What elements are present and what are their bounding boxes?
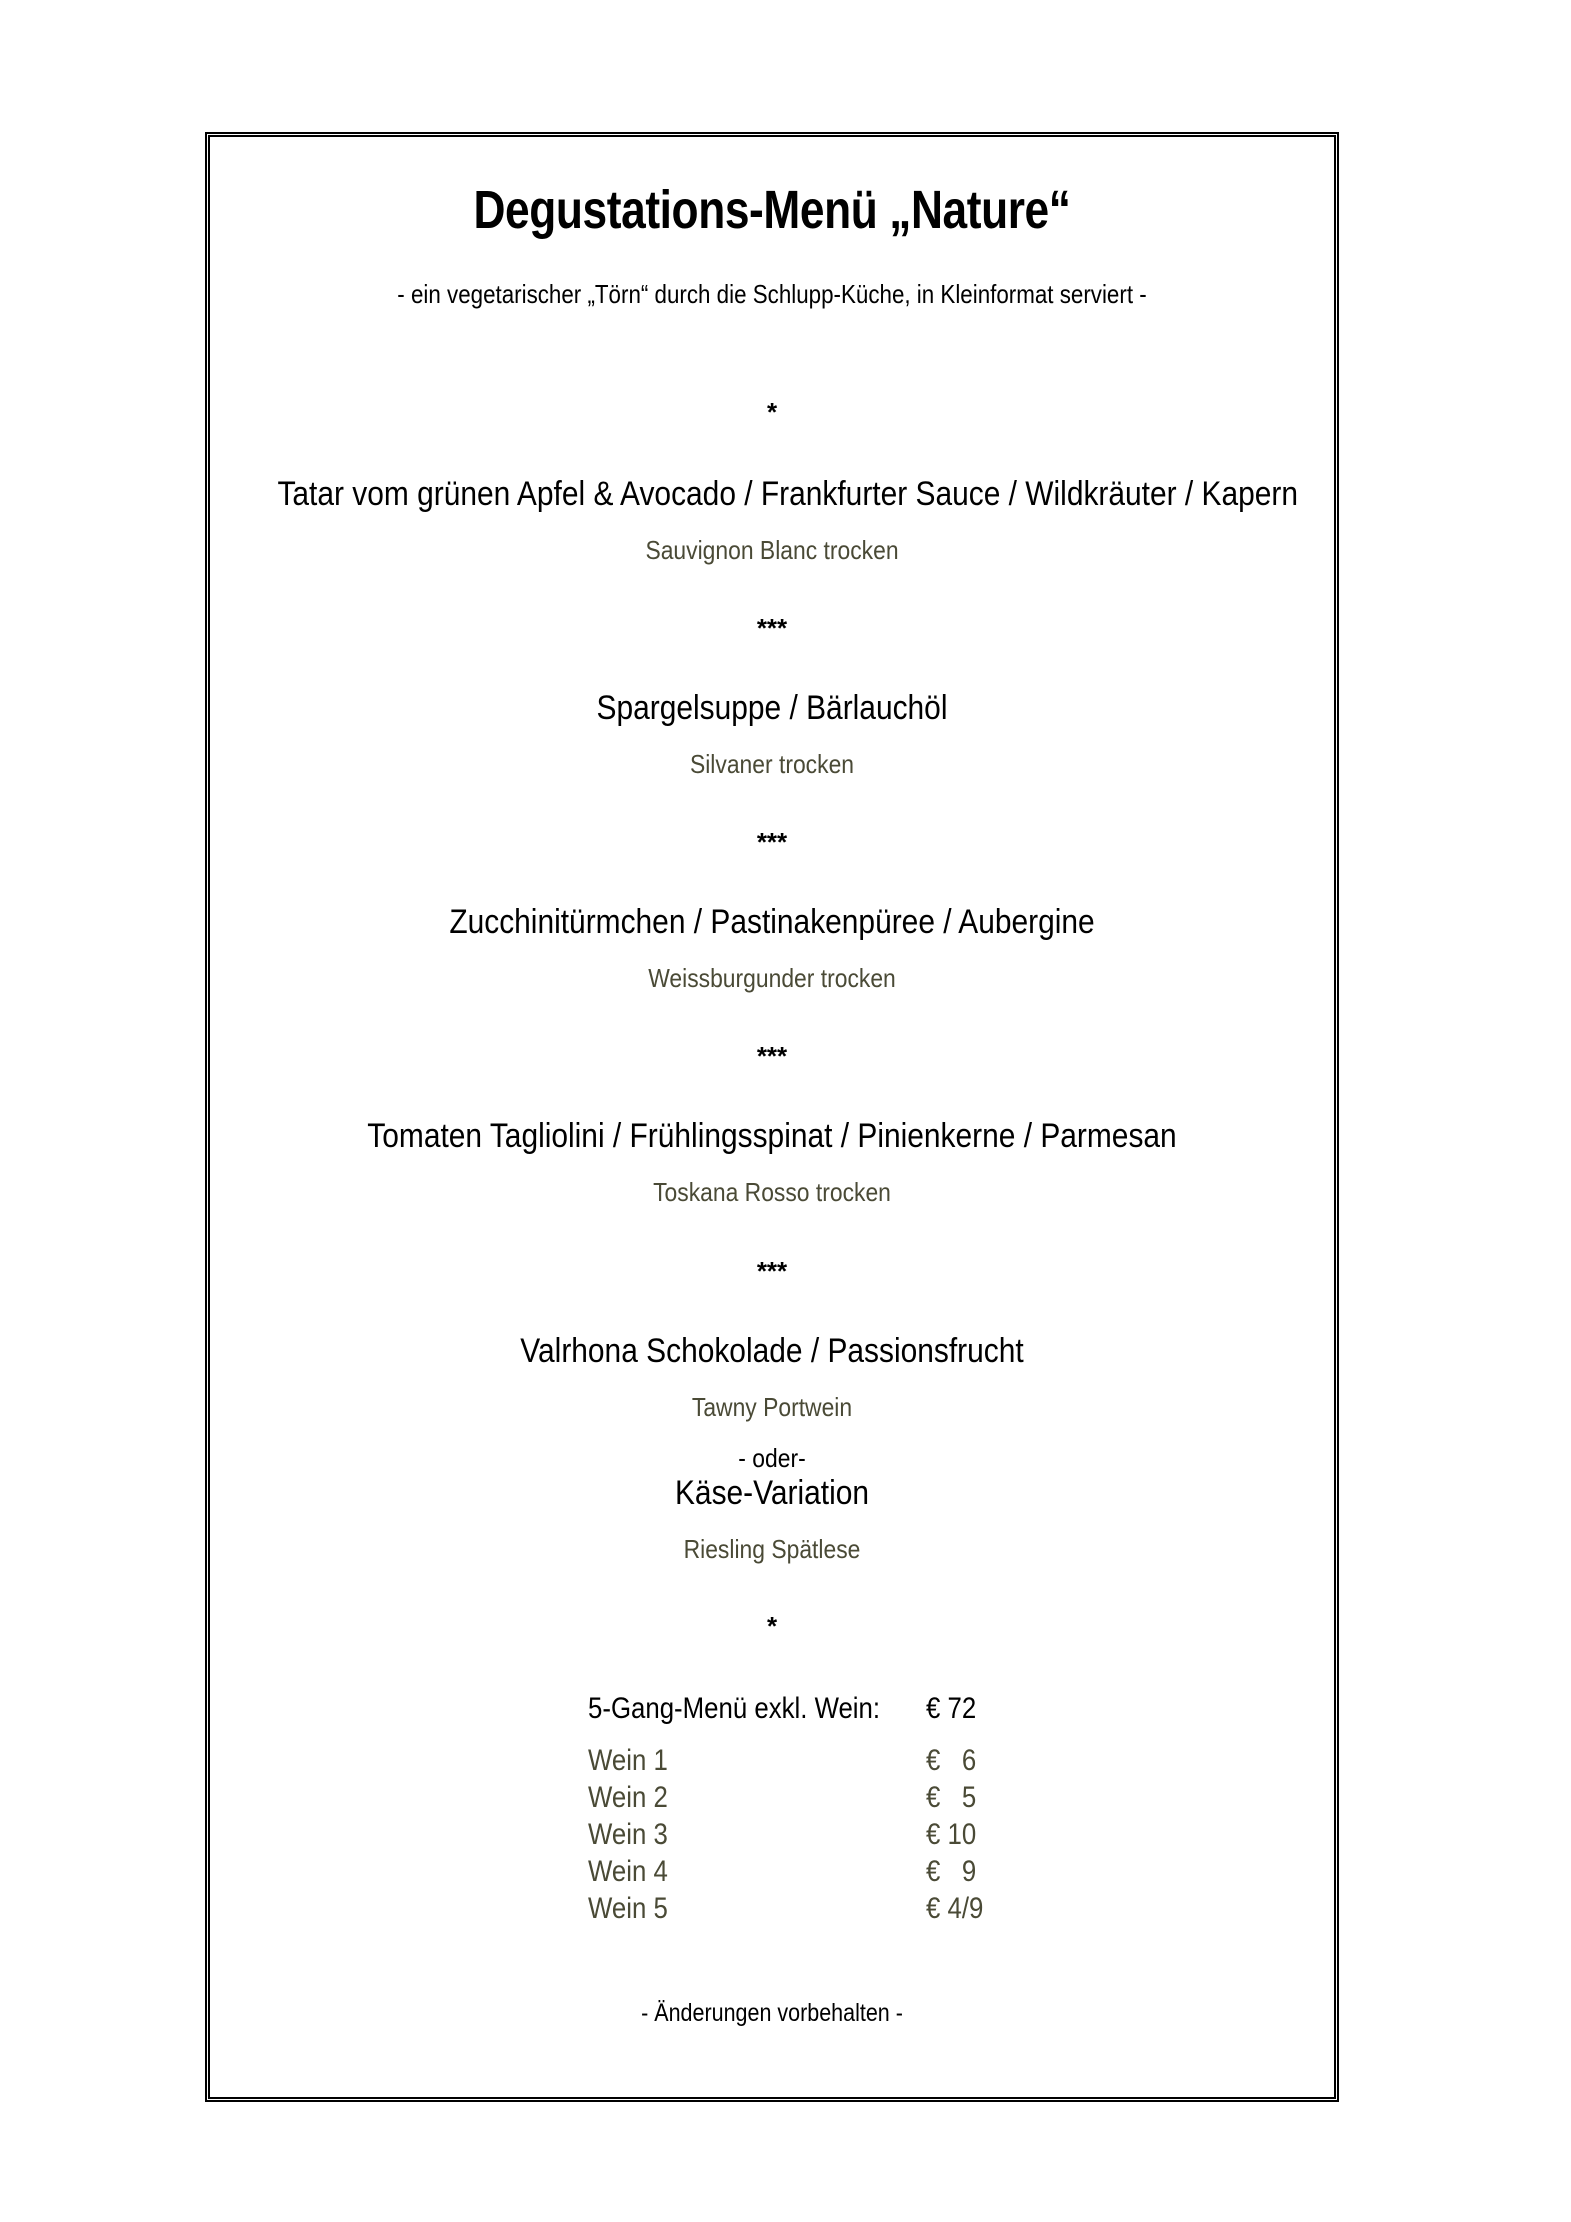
course-4-dish: Tomaten Tagliolini / Frühlingsspinat / Pinienkerne / Parmesan xyxy=(367,1117,1177,1155)
wine-price: € 9 xyxy=(926,1855,977,1888)
alternative-separator: - oder- xyxy=(738,1443,806,1473)
course-2-dish: Spargelsuppe / Bärlauchöl xyxy=(596,689,948,727)
star-separator: * xyxy=(766,397,778,427)
wine-label: Wein 4 xyxy=(588,1855,668,1888)
star-separator: *** xyxy=(756,827,788,857)
wine-price: € 5 xyxy=(926,1781,977,1814)
wine-label: Wein 2 xyxy=(588,1781,668,1814)
star-separator: *** xyxy=(756,1256,788,1286)
footer-note: - Änderungen vorbehalten - xyxy=(641,1999,903,2027)
star-separator: *** xyxy=(756,613,788,643)
wine-price: € 6 xyxy=(926,1744,977,1777)
wine-price-row xyxy=(588,1892,1008,1929)
alternative-wine: Riesling Spätlese xyxy=(683,1534,861,1564)
wine-price-row xyxy=(588,1744,1008,1781)
wine-price-row xyxy=(588,1781,1008,1818)
wine-price-row xyxy=(588,1818,1008,1855)
course-3-dish: Zucchinitürmchen / Pastinakenpüree / Aubergine xyxy=(449,903,1095,941)
wine-label: Wein 5 xyxy=(588,1892,668,1925)
wine-label: Wein 1 xyxy=(588,1744,668,1777)
menu-card xyxy=(205,132,1339,2102)
course-1-wine: Sauvignon Blanc trocken xyxy=(645,535,899,565)
wine-price: € 4/9 xyxy=(926,1892,984,1925)
wine-label: Wein 3 xyxy=(588,1818,668,1851)
star-separator: * xyxy=(766,1611,778,1641)
total-price-label: 5-Gang-Menü exkl. Wein: xyxy=(588,1692,881,1725)
star-separator: *** xyxy=(756,1041,788,1071)
menu-subtitle: - ein vegetarischer „Törn“ durch die Schlupp-Küche, in Kleinformat serviert - xyxy=(397,279,1147,309)
course-4-wine: Toskana Rosso trocken xyxy=(653,1177,891,1207)
course-2-wine: Silvaner trocken xyxy=(689,749,855,779)
menu-content xyxy=(210,137,1334,2097)
wine-price-row xyxy=(588,1855,1008,1892)
total-price-value: € 72 xyxy=(926,1692,977,1725)
wine-price: € 10 xyxy=(926,1818,977,1851)
total-price-row xyxy=(588,1692,1008,1729)
price-list xyxy=(588,1692,1008,1929)
alternative-dish: Käse-Variation xyxy=(674,1474,870,1512)
course-5-dish: Valrhona Schokolade / Passionsfrucht xyxy=(520,1332,1024,1370)
course-3-wine: Weissburgunder trocken xyxy=(648,963,896,993)
menu-title: Degustations-Menü „Nature“ xyxy=(473,180,1071,240)
course-5-wine: Tawny Portwein xyxy=(691,1392,853,1422)
course-1-dish: Tatar vom grünen Apfel & Avocado / Frankfurter Sauce / Wildkräuter / Kapern xyxy=(277,475,1299,513)
